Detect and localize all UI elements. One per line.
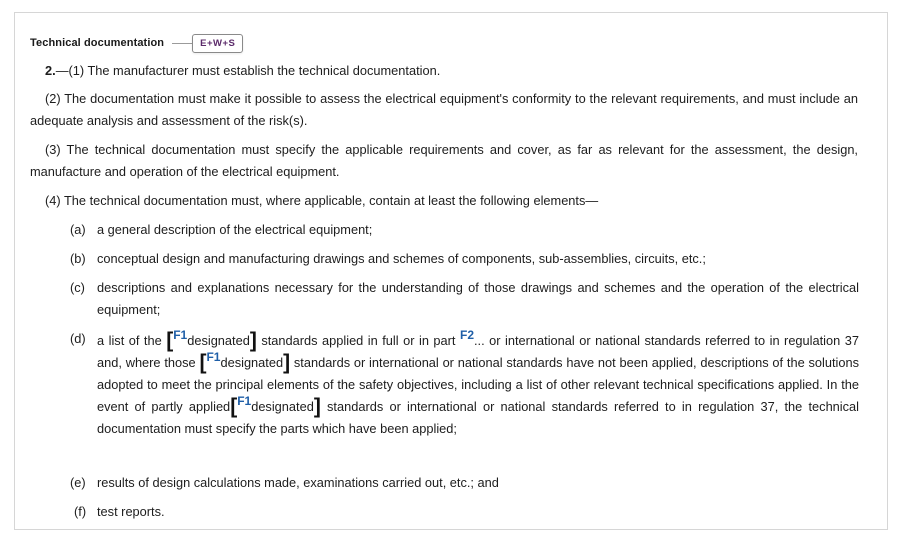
item-b bbox=[97, 248, 859, 270]
item-d-text-2: standards applied in full or in part bbox=[256, 333, 460, 348]
item-d-text-1: a list of the bbox=[97, 333, 167, 348]
section-title: Technical documentation bbox=[30, 37, 165, 49]
paragraph-3 bbox=[30, 139, 858, 183]
insertion-close-bracket: ] bbox=[249, 329, 257, 352]
item-c bbox=[97, 277, 859, 321]
extent-badge[interactable]: E+W+S bbox=[192, 34, 243, 53]
item-f bbox=[97, 501, 859, 523]
item-a-text: a general description of the electrical equipment; bbox=[97, 222, 373, 237]
item-d-label: (d) bbox=[70, 331, 86, 346]
header-connector bbox=[172, 43, 192, 44]
paragraph-3-text: (3) The technical documentation must specify the applicable requirements and cover, as far as relevant for the assessment, the design, manufacture and operation of the electrical equipment. bbox=[30, 142, 858, 179]
footnote-ref-f2[interactable]: F2 bbox=[459, 328, 474, 342]
item-d-text-5: standards or international or national standards referred to in regulation 37, the technical documentation must specify the parts which have been applied; bbox=[97, 399, 859, 436]
amended-word: designated bbox=[251, 399, 314, 414]
amended-word: designated bbox=[187, 333, 250, 348]
item-d-text-3: ... or international or national standards referred to in regulation 37 and, where those bbox=[97, 333, 859, 370]
item-d-text-4: standards or international or national standards have not been applied, descriptions of the solutions adopted to meet the principal elements of the safety objectives, including a list of other relevant technical specifications applied. In the event of partly applied bbox=[97, 355, 859, 414]
footnote-ref-f1[interactable]: F1 bbox=[206, 350, 221, 364]
paragraph-4 bbox=[45, 190, 865, 212]
item-a-label: (a) bbox=[70, 222, 86, 237]
item-e bbox=[97, 472, 859, 494]
paragraph-2 bbox=[30, 88, 858, 132]
item-a bbox=[97, 219, 859, 241]
footnote-ref-f1[interactable]: F1 bbox=[173, 328, 188, 342]
footnote-ref-f1[interactable]: F1 bbox=[237, 394, 252, 408]
amended-word: designated bbox=[220, 355, 284, 370]
item-c-text: descriptions and explanations necessary for the understanding of those drawings and schemes and the operation of the electrical equipment; bbox=[97, 280, 859, 317]
paragraph-2-text: (2) The documentation must make it possible to assess the electrical equipment's conformity to the relevant requirements, and must include an adequate analysis and assessment of the risk(s). bbox=[30, 91, 858, 128]
section-number: 2. bbox=[45, 63, 56, 78]
insertion-close-bracket: ] bbox=[313, 395, 321, 418]
insertion-open-bracket: [ bbox=[199, 351, 207, 374]
insertion-close-bracket: ] bbox=[283, 351, 291, 374]
insertion-open-bracket: [ bbox=[230, 395, 238, 418]
section-header bbox=[30, 33, 243, 53]
item-f-label: (f) bbox=[74, 504, 87, 519]
paragraph-1-text: —(1) The manufacturer must establish the technical documentation. bbox=[55, 63, 441, 78]
item-e-text: results of design calculations made, examinations carried out, etc.; and bbox=[97, 475, 499, 490]
item-d bbox=[97, 330, 859, 440]
paragraph-1 bbox=[45, 60, 865, 82]
item-f-text: test reports. bbox=[97, 504, 165, 519]
item-b-label: (b) bbox=[70, 251, 86, 266]
insertion-open-bracket: [ bbox=[166, 329, 174, 352]
item-c-label: (c) bbox=[70, 280, 85, 295]
item-b-text: conceptual design and manufacturing drawings and schemes of components, sub-assemblies, circuits, etc.; bbox=[97, 251, 706, 266]
item-e-label: (e) bbox=[70, 475, 86, 490]
paragraph-4-text: (4) The technical documentation must, where applicable, contain at least the following elements— bbox=[45, 193, 599, 208]
